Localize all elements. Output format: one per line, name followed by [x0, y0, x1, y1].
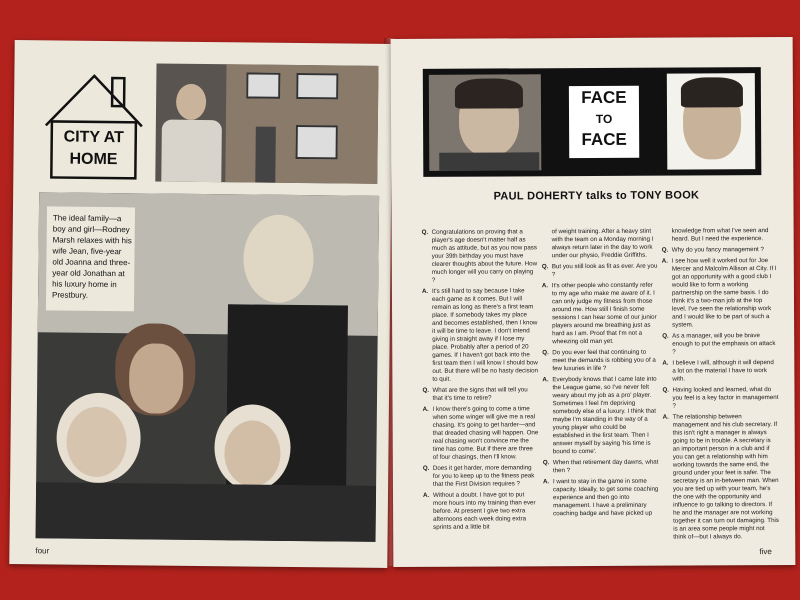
- qa-marker: Q.: [542, 459, 550, 467]
- qa-marker: Q.: [422, 464, 430, 472]
- qa-text: I know there's going to come a time when some winger will give me a real chasing. It's going to get harder—and that dreaded chasing will happen. One real chasing won't convince me the time has come. But if there are three of four chasings, then I'll know.: [432, 405, 539, 461]
- house-title-line1: CITY AT: [63, 128, 124, 147]
- title-face-1: FACE: [581, 87, 627, 108]
- left-page: [9, 40, 392, 568]
- qa-marker: Q.: [421, 228, 429, 236]
- interview-question: [662, 386, 778, 411]
- page-number-left: four: [35, 546, 50, 556]
- qa-marker: A.: [661, 257, 668, 265]
- interview-answer: [663, 413, 780, 542]
- interview-column-3: [662, 227, 780, 545]
- qa-text: Having looked and learned, what do you feel is a key factor in management ?: [672, 386, 779, 410]
- title-face-2: FACE: [581, 129, 627, 150]
- interview-question: [542, 263, 658, 280]
- qa-text: Do you ever feel that continuing to meet the demands is robbing you of a few luxuries in life ?: [552, 348, 656, 373]
- interview-answer: [423, 491, 539, 532]
- qa-marker: [662, 228, 672, 244]
- qa-text: of weight training. After a heavy stint with the team on a Monday morning I always return later in the day to work under our physio, Freddie Griffiths.: [551, 227, 654, 260]
- qa-text: The relationship between management and his club secretary. If this isn't right a manager is always going to be in trouble. A secretary is an important person in a club and if you can get a relationship with him working towards the same end, the ground under your feet is safer. The secretary is an in-between man. When you are tied up with your team, he's the one with the opportunity and influence to go talking to directors. If he and the manager are not working together it can turn out damaging. This is an area some people might not think of—but I always do.: [672, 413, 779, 541]
- qa-text: As a manager, will you be brave enough to put the emphasis on attack ?: [672, 332, 776, 356]
- qa-marker: A.: [421, 287, 429, 295]
- right-page: [391, 37, 796, 567]
- qa-text: Does it get harder, more demanding for you to keep up to the fitness peak that the First Division requires ?: [432, 464, 535, 488]
- qa-text: Without a doubt. I have got to put more hours into my training than ever before. At present I give two extra afternoons each week doing extra sprints and a little bit: [432, 491, 536, 531]
- interview-question: [423, 464, 539, 489]
- qa-marker: Q.: [542, 349, 549, 357]
- qa-text: I see how well it worked out for Joe Mercer and Malcolm Allison at City. If I got an opportunity with a good club I would like to form a working partnership on the same basis. I do think it's a two-man job at the top level. I've seen the relationship work and I would like to be part of such a system.: [671, 257, 777, 329]
- byline: PAUL DOHERTY talks to TONY BOOK: [493, 189, 700, 203]
- interview-answer: [422, 287, 539, 384]
- qa-marker: A.: [541, 282, 549, 290]
- qa-marker: A.: [422, 491, 430, 499]
- house-title-line2: HOME: [69, 150, 118, 169]
- qa-text: I believe I will, although it will depend a lot on the material I have to work with.: [672, 359, 774, 383]
- interview-answer: [542, 376, 658, 457]
- interview-column-2: [542, 228, 660, 522]
- interview-answer: [543, 478, 659, 519]
- interview-question: [422, 228, 538, 285]
- qa-marker: A.: [422, 405, 429, 413]
- title-to: TO: [595, 111, 613, 126]
- qa-text: What are the signs that will tell you that it's time to retire?: [432, 386, 528, 402]
- qa-text: knowledge from what I've seen and heard. But I need the experience.: [671, 227, 769, 243]
- qa-marker: Q.: [661, 246, 669, 254]
- interview-answer: [662, 257, 778, 330]
- qa-text: When that retirement day dawns, what then ?: [552, 458, 659, 475]
- family-caption: The ideal family—a boy and girl—Rodney Marsh relaxes with his wife Jean, five-year old Joanna and three-year old Jonathan at his luxury home in Prestbury.: [52, 213, 132, 300]
- qa-marker: A.: [542, 478, 550, 486]
- qa-text: Why do you fancy management ?: [671, 246, 764, 254]
- face-to-face-title: [569, 86, 639, 158]
- qa-marker: [542, 228, 552, 260]
- interview-question: [543, 459, 659, 476]
- interview-answer: [662, 359, 778, 384]
- interview-column-1: [422, 228, 540, 535]
- interview-continuation: [662, 227, 778, 244]
- qa-marker: Q.: [541, 263, 549, 271]
- qa-text: It's still hard to say because I take each game as it comes. But I will remain as long as there's a first team place. If somebody takes my place and becomes established, then I know it will be time to leave. I don't intend giving in straight away if I lose my place. Probably after a period of 20 games. If I haven't got back into the first team then I will know I should bow out. But there will be no hasty decision to quit.: [431, 287, 538, 383]
- qa-marker: A.: [662, 413, 669, 421]
- qa-text: I want to stay in the game in some capacity. Ideally, to get some coaching experience and then go into management. I have a preliminary coaching badge and have picked up: [552, 477, 659, 518]
- interview-question: [662, 332, 778, 357]
- qa-marker: A.: [662, 359, 669, 367]
- interview-question: [542, 349, 658, 374]
- interview-question: [422, 386, 538, 403]
- qa-marker: Q.: [422, 386, 430, 394]
- interview-answer: [423, 405, 539, 462]
- page-number-right: five: [759, 547, 772, 557]
- qa-text: Everybody knows that I came late into the League game, so I've never felt weary about my job as a pro' player. Sometimes I feel I'm depriving somebody else of a luxury. I think that maybe I'm standing in the way of a young player who could be established in the first team. Then I answer myself by saying 'his time is bound to come'.: [552, 375, 657, 456]
- interview-question: [662, 246, 778, 255]
- tony-book-photo: [667, 73, 756, 169]
- qa-text: But you still look as fit as ever. Are you ?: [551, 262, 658, 279]
- header-banner: [423, 67, 762, 177]
- qa-text: Congratulations on proving that a player's age doesn't matter half as much as attitude, but as you now pass your 39th birthday you must have clearer thoughts about the future. How much longer will you carry on playing ?: [431, 228, 538, 284]
- interviewer-photo: [429, 74, 542, 171]
- qa-marker: A.: [542, 376, 549, 384]
- qa-marker: Q.: [662, 386, 670, 394]
- qa-marker: Q.: [662, 332, 669, 340]
- player-at-house-photo: [155, 64, 378, 184]
- interview-continuation: [542, 228, 658, 261]
- house-title: [51, 126, 135, 171]
- qa-text: It's other people who constantly refer to my age who make me aware of it. I can only judge my fitness from those around me. How still I finish some sessions I can hear some of our junior players around me breathing just as hard as I am. Proof that I'm not a wheezing old man yet.: [551, 281, 657, 346]
- interview-answer: [542, 282, 658, 347]
